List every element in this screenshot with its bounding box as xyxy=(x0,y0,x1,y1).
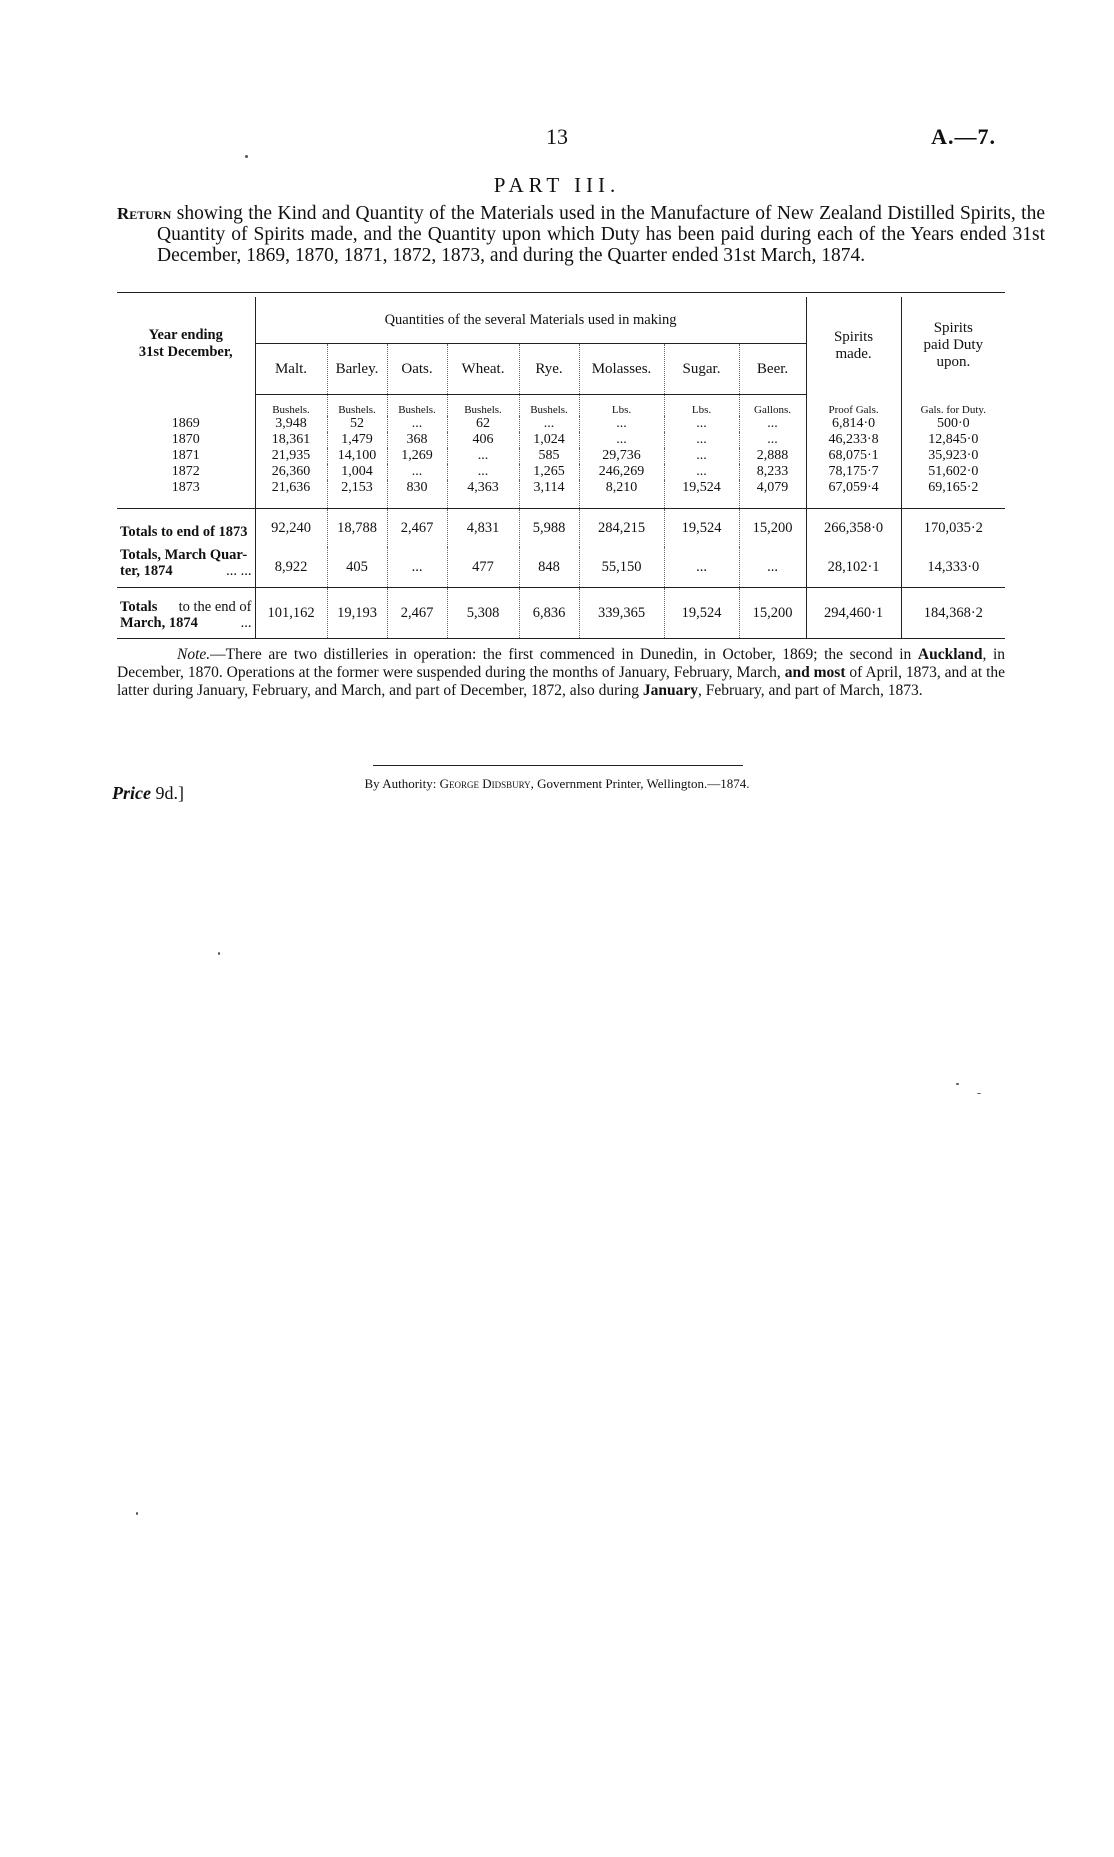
year-cell: 1870 xyxy=(171,432,200,447)
value-cell: 4,079 xyxy=(739,480,806,509)
col-header-rye: Rye. xyxy=(519,344,579,395)
unit-cell: Bushels. xyxy=(327,395,387,417)
imprint-suffix: , Government Printer, Wellington.—1874. xyxy=(530,776,750,791)
print-speck xyxy=(977,1093,981,1094)
return-body: showing the Kind and Quantity of the Materials used in the Manufacture of New Zealand Distilled Spirits, the Quantity of Spirits made, and the Quantity upon which Duty has been paid during each of the Years ended 31st December, 1869, 1870, 1871, 1872, 1873, and during the Quarter ended 31st March, 1874. xyxy=(157,203,1046,266)
page-number: 13 xyxy=(546,124,568,149)
value-cell: 368 xyxy=(387,432,447,448)
value-cell: 246,269 xyxy=(579,464,664,480)
total-cell: ... xyxy=(739,547,806,588)
total-cell: 2,467 xyxy=(387,509,447,548)
total-cell: ... xyxy=(664,547,739,588)
note-text-1: —There are two distilleries in operation: the first commenced in Dunedin, in October, 1869; the second in xyxy=(210,646,912,663)
totals-end-label-line-1 xyxy=(120,599,252,615)
value-cell: 19,524 xyxy=(664,480,739,509)
value-cell: 62 xyxy=(447,416,519,432)
total-cell: 5,308 xyxy=(447,588,519,639)
value-cell: 3,114 xyxy=(519,480,579,509)
value-cell: 12,845·0 xyxy=(901,432,1005,448)
unit-cell: Gals. for Duty. xyxy=(901,395,1005,417)
spirits-paid-header-line-3: upon. xyxy=(936,354,971,371)
total-cell: 405 xyxy=(327,547,387,588)
totals-end-label xyxy=(117,588,255,639)
totals-march-label-line-1: Totals, March Quar- xyxy=(120,547,248,563)
total-cell: 266,358·0 xyxy=(806,509,901,548)
total-cell: 5,988 xyxy=(519,509,579,548)
table-row xyxy=(117,464,1005,480)
value-cell: 1,024 xyxy=(519,432,579,448)
total-cell: ... xyxy=(387,547,447,588)
total-cell: 92,240 xyxy=(255,509,327,548)
value-cell: ... xyxy=(387,416,447,432)
note-auckland: Auckland xyxy=(917,646,983,663)
price-word: Price xyxy=(112,783,151,803)
value-cell: 67,059·4 xyxy=(806,480,901,509)
total-cell: 848 xyxy=(519,547,579,588)
year-cell: 1869 xyxy=(171,416,200,431)
value-cell: 29,736 xyxy=(579,448,664,464)
spirits-made-header-line-1: Spirits xyxy=(833,328,874,345)
imprint-printer: George Didsbury xyxy=(439,776,531,791)
totals-end-label-word: Totals xyxy=(120,599,158,615)
unit-cell: Lbs. xyxy=(664,395,739,417)
total-cell: 284,215 xyxy=(579,509,664,548)
value-cell: 78,175·7 xyxy=(806,464,901,480)
print-speck xyxy=(956,1083,959,1085)
value-cell: 500·0 xyxy=(901,416,1005,432)
value-cell: 1,004 xyxy=(327,464,387,480)
value-cell: ... xyxy=(664,448,739,464)
table-row xyxy=(117,432,1005,448)
value-cell: ... xyxy=(664,464,739,480)
unit-cell: Bushels. xyxy=(447,395,519,417)
note-text-2: , in December, 1870. Operations at the former were suspended during the months of January, February, March, xyxy=(117,646,1006,681)
value-cell: 18,361 xyxy=(255,432,327,448)
value-cell: 51,602·0 xyxy=(901,464,1005,480)
year-cell: 1872 xyxy=(171,464,200,479)
total-cell: 28,102·1 xyxy=(806,547,901,588)
total-cell: 477 xyxy=(447,547,519,588)
value-cell: ... xyxy=(579,432,664,448)
total-cell: 19,524 xyxy=(664,509,739,548)
totals-end-label-line-2 xyxy=(120,615,252,631)
totals-march-label-line-2 xyxy=(120,563,252,579)
value-cell: ... xyxy=(739,416,806,432)
note-and-most: and most xyxy=(784,664,846,681)
imprint-prefix: By Authority: xyxy=(364,776,437,791)
print-speck xyxy=(245,155,248,158)
spirits-made-header xyxy=(806,297,901,395)
value-cell: ... xyxy=(519,416,579,432)
value-cell: 1,265 xyxy=(519,464,579,480)
value-cell: 1,479 xyxy=(327,432,387,448)
total-cell: 8,922 xyxy=(255,547,327,588)
total-cell: 15,200 xyxy=(739,588,806,639)
table-row xyxy=(117,480,1005,509)
total-cell: 4,831 xyxy=(447,509,519,548)
value-cell: 35,923·0 xyxy=(901,448,1005,464)
part-title: PART III. xyxy=(493,173,621,197)
leader-dots: ... ... xyxy=(226,563,252,579)
unit-cell: Proof Gals. xyxy=(806,395,901,417)
totals-end-row xyxy=(117,588,1005,639)
spirits-paid-header xyxy=(901,297,1005,395)
value-cell: 46,233·8 xyxy=(806,432,901,448)
total-cell: 55,150 xyxy=(579,547,664,588)
note-text-3: of April, 1873, and at the latter during January, February, and March, and part of December, 1872, also during xyxy=(117,664,1006,699)
value-cell: ... xyxy=(664,432,739,448)
value-cell: 52 xyxy=(327,416,387,432)
totals-end-label-date: March, 1874 xyxy=(120,615,198,631)
value-cell: 21,935 xyxy=(255,448,327,464)
note-lead: Note. xyxy=(177,646,211,663)
value-cell: 3,948 xyxy=(255,416,327,432)
value-cell: ... xyxy=(579,416,664,432)
return-description xyxy=(117,203,1045,266)
units-year-cell xyxy=(117,395,255,417)
value-cell: 6,814·0 xyxy=(806,416,901,432)
unit-cell: Bushels. xyxy=(519,395,579,417)
totals-1873-row xyxy=(117,509,1005,548)
value-cell: 8,210 xyxy=(579,480,664,509)
value-cell: 69,165·2 xyxy=(901,480,1005,509)
value-cell: 2,888 xyxy=(739,448,806,464)
table-row xyxy=(117,448,1005,464)
spirits-paid-header-line-1: Spirits xyxy=(933,320,973,337)
unit-cell: Gallons. xyxy=(739,395,806,417)
col-header-molasses: Molasses. xyxy=(579,344,664,395)
note-text-4: , February, and part of March, 1873. xyxy=(698,682,923,699)
value-cell: 68,075·1 xyxy=(806,448,901,464)
totals-march-label xyxy=(117,547,255,588)
total-cell: 19,193 xyxy=(327,588,387,639)
value-cell: ... xyxy=(739,432,806,448)
year-header-cell xyxy=(117,297,255,395)
price-label xyxy=(112,783,184,804)
totals-march-label-text: ter, 1874 xyxy=(120,563,173,579)
col-header-beer: Beer. xyxy=(739,344,806,395)
unit-cell: Bushels. xyxy=(255,395,327,417)
value-cell: ... xyxy=(447,448,519,464)
col-header-oats: Oats. xyxy=(387,344,447,395)
col-header-malt: Malt. xyxy=(255,344,327,395)
spirits-paid-header-line-2: paid Duty xyxy=(923,337,984,354)
table-top-rule xyxy=(117,292,1005,293)
print-speck xyxy=(136,1512,138,1515)
value-cell: ... xyxy=(664,416,739,432)
value-cell: 830 xyxy=(387,480,447,509)
total-cell: 15,200 xyxy=(739,509,806,548)
value-cell: ... xyxy=(387,464,447,480)
value-cell: 8,233 xyxy=(739,464,806,480)
materials-group-header: Quantities of the several Materials used in making xyxy=(255,297,806,344)
value-cell: 26,360 xyxy=(255,464,327,480)
total-cell: 14,333·0 xyxy=(901,547,1005,588)
year-header-line-2: 31st December, xyxy=(138,344,233,360)
total-cell: 294,460·1 xyxy=(806,588,901,639)
note-january: January xyxy=(642,682,699,699)
totals-label: Totals to end of 1873 xyxy=(120,524,248,540)
year-cell: 1873 xyxy=(117,480,255,509)
units-row xyxy=(117,395,1005,417)
value-cell: 406 xyxy=(447,432,519,448)
col-header-wheat: Wheat. xyxy=(447,344,519,395)
unit-cell: Lbs. xyxy=(579,395,664,417)
total-cell: 2,467 xyxy=(387,588,447,639)
total-cell: 18,788 xyxy=(327,509,387,548)
return-lead-word: Return xyxy=(117,204,172,223)
price-value: 9d.] xyxy=(155,783,184,803)
total-cell: 184,368·2 xyxy=(901,588,1005,639)
materials-return-table xyxy=(117,297,1005,639)
col-header-barley: Barley. xyxy=(327,344,387,395)
total-cell: 6,836 xyxy=(519,588,579,639)
table-row xyxy=(117,416,1005,432)
imprint-rule xyxy=(373,765,743,766)
value-cell: ... xyxy=(447,464,519,480)
value-cell: 21,636 xyxy=(255,480,327,509)
totals-end-label-rest: to the end of xyxy=(178,599,252,615)
footnote xyxy=(117,646,1005,700)
total-cell: 339,365 xyxy=(579,588,664,639)
col-header-sugar: Sugar. xyxy=(664,344,739,395)
print-speck xyxy=(218,952,220,955)
value-cell: 1,269 xyxy=(387,448,447,464)
unit-cell: Bushels. xyxy=(387,395,447,417)
document-reference: A.—7. xyxy=(931,124,996,149)
totals-march-row xyxy=(117,547,1005,588)
value-cell: 2,153 xyxy=(327,480,387,509)
total-cell: 101,162 xyxy=(255,588,327,639)
value-cell: 14,100 xyxy=(327,448,387,464)
year-header-line-1: Year ending xyxy=(148,327,223,343)
value-cell: 4,363 xyxy=(447,480,519,509)
spirits-made-header-line-2: made. xyxy=(835,345,872,362)
total-cell: 19,524 xyxy=(664,588,739,639)
value-cell: 585 xyxy=(519,448,579,464)
total-cell: 170,035·2 xyxy=(901,509,1005,548)
leader-dots: ... xyxy=(240,615,252,631)
year-cell: 1871 xyxy=(171,448,200,463)
header-row-group xyxy=(117,297,1005,344)
